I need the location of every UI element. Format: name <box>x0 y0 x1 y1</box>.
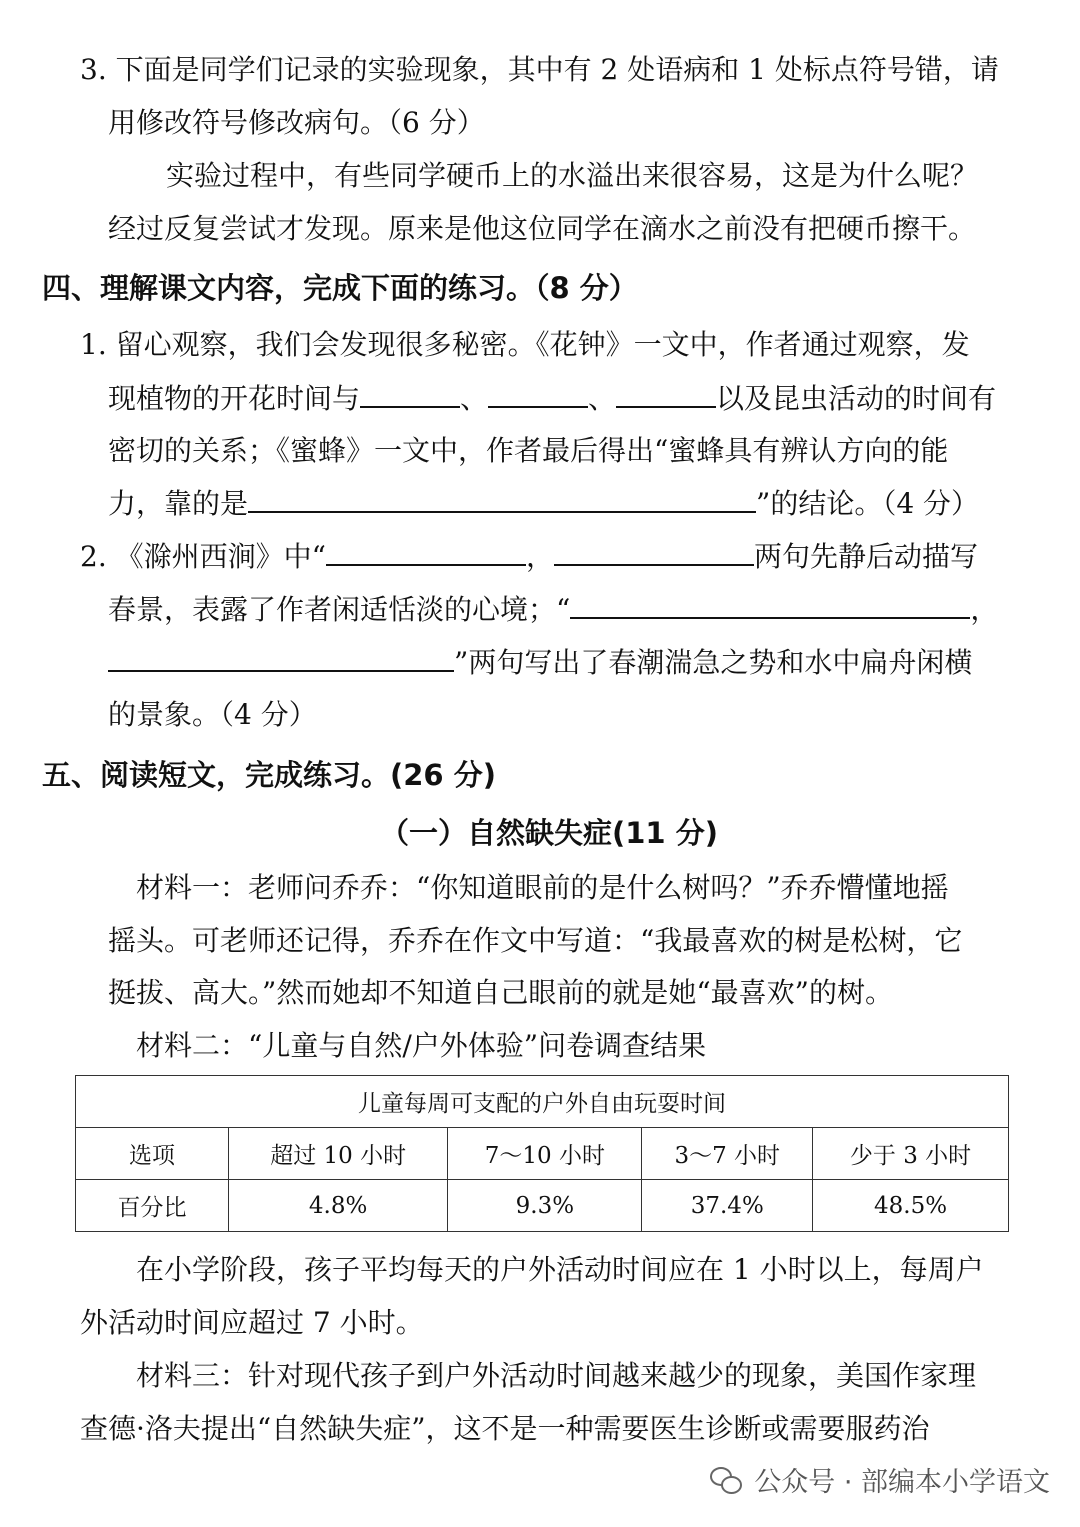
q3-sentence-2: 经过反复尝试才发现。原来是他这位同学在滴水之前没有把硬币擦干。 <box>108 212 977 245</box>
table-row <box>76 1128 1009 1180</box>
table-row <box>76 1180 1009 1232</box>
table-cell: 选项 <box>76 1128 229 1180</box>
material3-line-1: 材料三：针对现代孩子到户外活动时间越来越少的现象，美国作家理 <box>136 1359 977 1392</box>
separator: ， <box>525 540 554 573</box>
separator: 、 <box>588 382 617 415</box>
q3-line-1: 3. 下面是同学们记录的实验现象，其中有 2 处语病和 1 处标点符号错，请 <box>80 53 999 86</box>
after-table-line-1: 在小学阶段，孩子平均每天的户外活动时间应在 1 小时以上，每周户 <box>136 1253 984 1286</box>
answer-blank[interactable] <box>554 536 754 566</box>
table-cell: 4.8% <box>229 1180 448 1232</box>
wechat-icon <box>710 1465 744 1495</box>
table-caption: 儿童每周可支配的户外自由玩耍时间 <box>76 1076 1009 1128</box>
watermark <box>710 1460 1050 1499</box>
s4-q1-text-b: 以及昆虫活动的时间有 <box>716 382 997 415</box>
table-cell: 百分比 <box>76 1180 229 1232</box>
after-table-line-2: 外活动时间应超过 7 小时。 <box>80 1306 424 1339</box>
s4-q1-line-3: 密切的关系；《蜜蜂》一文中，作者最后得出“蜜蜂具有辨认方向的能 <box>108 434 949 467</box>
s4-q2-text-b: 两句先静后动描写 <box>753 540 978 573</box>
s4-q1-line-4 <box>108 483 979 524</box>
table-cell: 3～7 小时 <box>642 1128 813 1180</box>
section5-title: 五、阅读短文，完成练习。(26 分) <box>42 758 496 792</box>
answer-blank[interactable] <box>570 589 970 619</box>
q3-sentence-1: 实验过程中，有些同学硬币上的水溢出来很容易，这是为什么呢？ <box>166 159 979 192</box>
s4-q2-text-c: 春景，表露了作者闲适恬淡的心境；“ <box>108 593 571 626</box>
survey-table <box>75 1075 1009 1232</box>
material1-line-3: 挺拔、高大。”然而她却不知道自己眼前的就是她“最喜欢”的树。 <box>108 976 893 1009</box>
separator: ， <box>970 593 999 626</box>
s4-q2-line-1 <box>80 536 978 577</box>
answer-blank[interactable] <box>108 642 454 672</box>
s4-q1-text-d: ”的结论。（4 分） <box>756 487 980 520</box>
table-cell: 9.3% <box>448 1180 642 1232</box>
s4-q2-text-d: ”两句写出了春潮湍急之势和水中扁舟闲横 <box>454 646 973 679</box>
section4-title: 四、理解课文内容，完成下面的练习。（8 分） <box>42 271 638 305</box>
material1-line-1: 材料一：老师问乔乔：“你知道眼前的是什么树吗？”乔乔懵懂地摇 <box>136 871 949 904</box>
s4-q1-line-2 <box>108 378 996 419</box>
s4-q2-text-a: 2. 《滁州西涧》中“ <box>80 540 326 573</box>
s4-q1-line-1: 1. 留心观察，我们会发现很多秘密。《花钟》一文中，作者通过观察，发 <box>80 328 970 361</box>
s4-q2-line-2 <box>108 589 998 630</box>
separator: 、 <box>460 382 489 415</box>
section5-subtitle: （一）自然缺失症(11 分) <box>380 816 718 850</box>
material1-line-2: 摇头。可老师还记得，乔乔在作文中写道：“我最喜欢的树是松树，它 <box>108 924 963 957</box>
answer-blank[interactable] <box>488 378 588 408</box>
answer-blank[interactable] <box>326 536 526 566</box>
table-cell: 7～10 小时 <box>448 1128 642 1180</box>
answer-blank[interactable] <box>616 378 716 408</box>
material2-title: 材料二：“儿童与自然/户外体验”问卷调查结果 <box>136 1029 707 1062</box>
s4-q2-line-4: 的景象。（4 分） <box>108 698 317 731</box>
s4-q1-text-a: 现植物的开花时间与 <box>108 382 361 415</box>
material3-line-2: 查德·洛夫提出“自然缺失症”，这不是一种需要医生诊断或需要服药治 <box>80 1412 930 1445</box>
q3-line-2: 用修改符号修改病句。（6 分） <box>108 106 485 139</box>
table-cell: 少于 3 小时 <box>813 1128 1009 1180</box>
table-cell: 48.5% <box>813 1180 1009 1232</box>
watermark-text: 公众号 · 部编本小学语文 <box>754 1467 1050 1498</box>
table-cell: 超过 10 小时 <box>229 1128 448 1180</box>
table-cell: 37.4% <box>642 1180 813 1232</box>
s4-q1-text-c: 力，靠的是 <box>108 487 249 520</box>
s4-q2-line-3 <box>108 642 972 683</box>
answer-blank[interactable] <box>248 483 756 513</box>
answer-blank[interactable] <box>360 378 460 408</box>
